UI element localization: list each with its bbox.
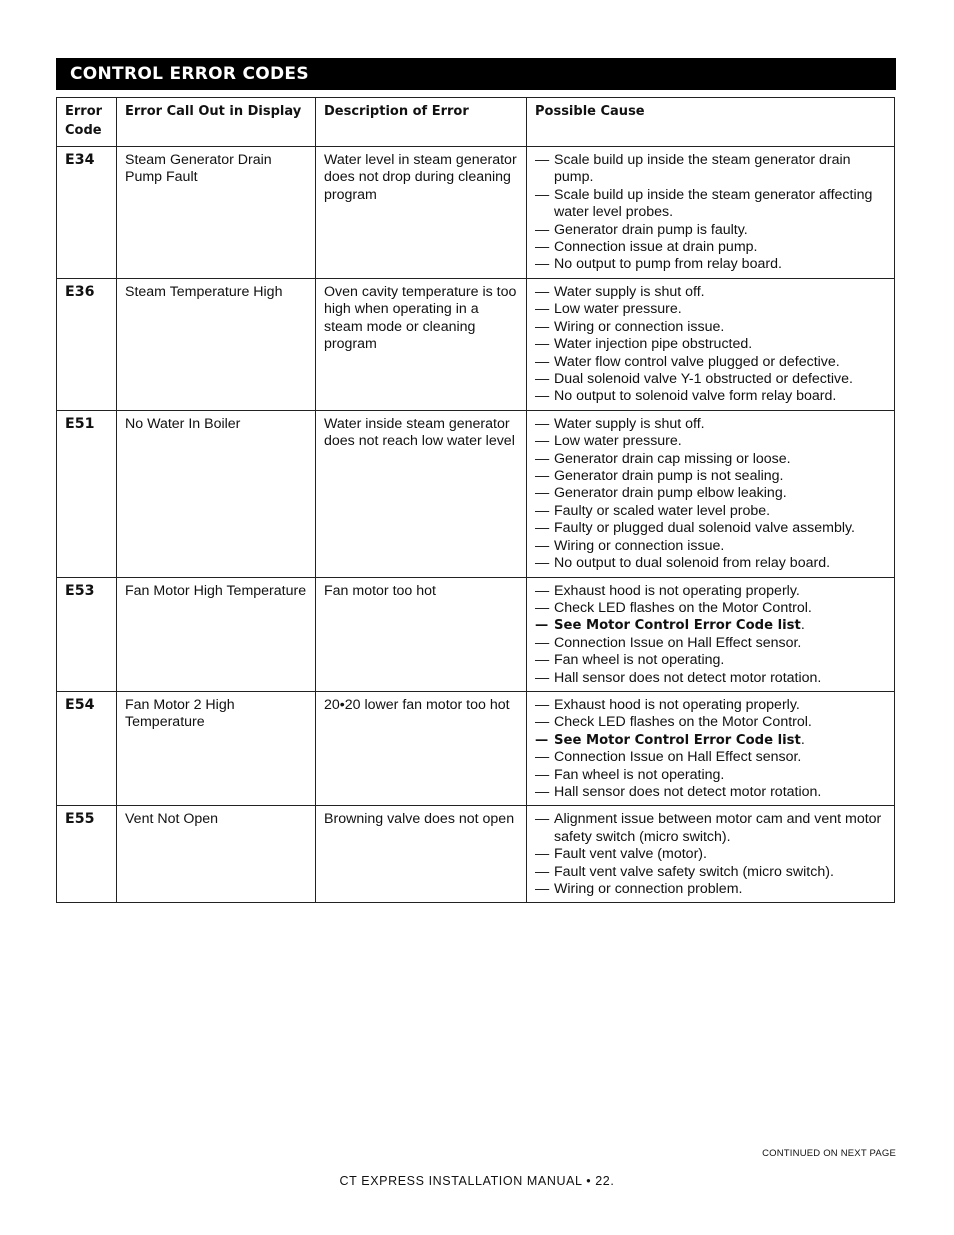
dash-bullet: —: [535, 863, 550, 880]
cause-item: [535, 583, 886, 600]
possible-causes: [527, 577, 895, 691]
cause-item: [535, 256, 886, 273]
cause-item: [535, 354, 886, 371]
cause-item: [535, 416, 886, 433]
dash-bullet: —: [535, 186, 550, 203]
cause-text: Low water pressure.: [554, 301, 682, 318]
cause-text: Low water pressure.: [554, 433, 682, 450]
dash-bullet: —: [535, 433, 550, 450]
cause-text: See Motor Control Error Code list: [554, 732, 801, 748]
cause-item: [535, 319, 886, 336]
dash-bullet: —: [535, 582, 550, 599]
cause-item: [535, 652, 886, 669]
table-row: [57, 806, 895, 903]
error-callout: Steam Temperature High: [117, 279, 316, 411]
dash-bullet: —: [535, 502, 550, 519]
dash-bullet: —: [535, 599, 550, 616]
continued-note: CONTINUED ON NEXT PAGE: [762, 1148, 896, 1159]
cause-item: [535, 284, 886, 301]
cause-item: [535, 635, 886, 652]
dash-bullet: —: [535, 353, 550, 370]
dash-bullet: —: [535, 766, 550, 783]
dash-bullet: —: [535, 318, 550, 335]
table-row: [57, 410, 895, 577]
dash-bullet: —: [535, 520, 550, 537]
cause-item: [535, 600, 886, 617]
cause-text: Water injection pipe obstructed.: [554, 336, 753, 353]
cause-text: Scale build up inside the steam generator affecting water level probes.: [554, 186, 873, 221]
error-description: 20•20 lower fan motor too hot: [316, 691, 527, 805]
cause-text: Exhaust hood is not operating properly.: [554, 696, 800, 713]
cause-text: Fault vent valve safety switch (micro switch).: [554, 863, 834, 880]
cause-text: Generator drain pump is faulty.: [554, 221, 748, 238]
table-row: [57, 577, 895, 691]
cause-item: [535, 732, 886, 749]
possible-causes: [527, 279, 895, 411]
cause-text: Check LED flashes on the Motor Control.: [554, 714, 812, 731]
cause-text: Water supply is shut off.: [554, 284, 705, 300]
dash-bullet: —: [535, 415, 550, 432]
cause-item: [535, 714, 886, 731]
dash-bullet: —: [535, 618, 549, 634]
cause-text: Water flow control valve plugged or defective.: [554, 353, 840, 370]
cause-text: Connection issue at drain pump.: [554, 239, 758, 256]
cause-text: Connection Issue on Hall Effect sensor.: [554, 634, 802, 651]
cause-text: Fan wheel is not operating.: [554, 766, 725, 783]
cause-text: Hall sensor does not detect motor rotation.: [554, 669, 822, 686]
cause-item: [535, 697, 886, 714]
cause-text: Wiring or connection problem.: [554, 881, 743, 897]
cause-item: [535, 371, 886, 388]
cause-item: [535, 336, 886, 353]
error-code: E53: [57, 577, 117, 691]
cause-text: Generator drain cap missing or loose.: [554, 450, 791, 467]
dash-bullet: —: [535, 555, 550, 572]
cause-item: [535, 520, 886, 537]
header-description: Description of Error: [316, 98, 527, 147]
dash-bullet: —: [535, 468, 550, 485]
dash-bullet: —: [535, 388, 550, 405]
cause-item: [535, 433, 886, 450]
cause-item: [535, 617, 886, 634]
cause-item: [535, 670, 886, 687]
cause-item: [535, 538, 886, 555]
cause-item: [535, 485, 886, 502]
header-error-callout: Error Call Out in Display: [117, 98, 316, 147]
dash-bullet: —: [535, 881, 550, 897]
cause-text: Wiring or connection issue.: [554, 537, 725, 554]
cause-text: Wiring or connection issue.: [554, 318, 725, 335]
dash-bullet: —: [535, 371, 550, 388]
page-footer: CT EXPRESS INSTALLATION MANUAL • 22.: [339, 1174, 615, 1188]
possible-causes: [527, 147, 895, 279]
error-codes-table: [56, 97, 895, 903]
dash-bullet: —: [535, 811, 550, 828]
dash-bullet: —: [535, 652, 550, 669]
dash-bullet: —: [535, 221, 550, 238]
cause-text: Generator drain pump elbow leaking.: [554, 485, 787, 502]
error-callout: Fan Motor 2 High Temperature: [117, 691, 316, 805]
header-possible-cause: Possible Cause: [527, 98, 895, 147]
table-row: [57, 691, 895, 805]
cause-text: Faulty or plugged dual solenoid valve assembly.: [554, 520, 855, 537]
possible-causes: [527, 691, 895, 805]
cause-text-tail: .: [800, 617, 805, 634]
cause-item: [535, 749, 886, 766]
dash-bullet: —: [535, 846, 550, 863]
cause-item: [535, 152, 886, 187]
dash-bullet: —: [535, 450, 550, 467]
cause-text: Faulty or scaled water level probe.: [554, 502, 771, 519]
dash-bullet: —: [535, 749, 550, 766]
dash-bullet: —: [535, 714, 550, 731]
table-row: [57, 147, 895, 279]
cause-text: Check LED flashes on the Motor Control.: [554, 599, 812, 616]
cause-item: [535, 503, 886, 520]
header-error-code: Error Code: [57, 98, 117, 147]
cause-item: [535, 239, 886, 256]
cause-text: Alignment issue between motor cam and vent motor safety switch (micro switch).: [554, 811, 882, 845]
cause-item: [535, 864, 886, 881]
dash-bullet: —: [535, 537, 550, 554]
error-description: Water inside steam generator does not reach low water level: [316, 410, 527, 577]
dash-bullet: —: [535, 696, 550, 713]
cause-text: Generator drain pump is not sealing.: [554, 468, 784, 485]
cause-item: [535, 846, 886, 863]
cause-text: No output to pump from relay board.: [554, 256, 782, 273]
error-callout: Steam Generator Drain Pump Fault: [117, 147, 316, 279]
cause-text: No output to dual solenoid from relay board.: [554, 555, 831, 572]
cause-text: No output to solenoid valve form relay board.: [554, 388, 837, 405]
cause-text: Scale build up inside the steam generator drain pump.: [554, 152, 851, 186]
cause-text: Exhaust hood is not operating properly.: [554, 582, 800, 599]
cause-text: Hall sensor does not detect motor rotation.: [554, 783, 822, 800]
possible-causes: [527, 806, 895, 903]
dash-bullet: —: [535, 336, 550, 353]
cause-item: [535, 468, 886, 485]
dash-bullet: —: [535, 239, 550, 256]
error-code: E34: [57, 147, 117, 279]
dash-bullet: —: [535, 284, 550, 300]
error-description: Fan motor too hot: [316, 577, 527, 691]
cause-item: [535, 301, 886, 318]
cause-item: [535, 222, 886, 239]
cause-text: Connection Issue on Hall Effect sensor.: [554, 749, 802, 766]
error-code: E36: [57, 279, 117, 411]
dash-bullet: —: [535, 301, 550, 318]
cause-item: [535, 881, 886, 898]
cause-text: See Motor Control Error Code list: [554, 618, 801, 634]
dash-bullet: —: [535, 783, 550, 800]
cause-text-tail: .: [800, 731, 805, 748]
table-row: [57, 279, 895, 411]
error-description: Oven cavity temperature is too high when operating in a steam mode or cleaning program: [316, 279, 527, 411]
dash-bullet: —: [535, 485, 550, 502]
dash-bullet: —: [535, 669, 550, 686]
cause-text: Fault vent valve (motor).: [554, 846, 707, 863]
cause-item: [535, 767, 886, 784]
table-header-row: [57, 98, 895, 147]
error-code: E55: [57, 806, 117, 903]
error-callout: Vent Not Open: [117, 806, 316, 903]
dash-bullet: —: [535, 256, 550, 273]
cause-item: [535, 187, 886, 222]
error-code: E51: [57, 410, 117, 577]
error-description: Browning valve does not open: [316, 806, 527, 903]
cause-text: Dual solenoid valve Y-1 obstructed or defective.: [554, 371, 853, 388]
cause-text: Water supply is shut off.: [554, 415, 705, 432]
error-code: E54: [57, 691, 117, 805]
section-title: CONTROL ERROR CODES: [56, 58, 896, 90]
possible-causes: [527, 410, 895, 577]
error-description: Water level in steam generator does not drop during cleaning program: [316, 147, 527, 279]
error-callout: Fan Motor High Temperature: [117, 577, 316, 691]
dash-bullet: —: [535, 152, 550, 168]
dash-bullet: —: [535, 634, 550, 651]
cause-item: [535, 811, 886, 846]
dash-bullet: —: [535, 732, 549, 748]
cause-item: [535, 555, 886, 572]
error-callout: No Water In Boiler: [117, 410, 316, 577]
cause-item: [535, 784, 886, 801]
cause-item: [535, 451, 886, 468]
cause-item: [535, 388, 886, 405]
cause-text: Fan wheel is not operating.: [554, 652, 725, 669]
